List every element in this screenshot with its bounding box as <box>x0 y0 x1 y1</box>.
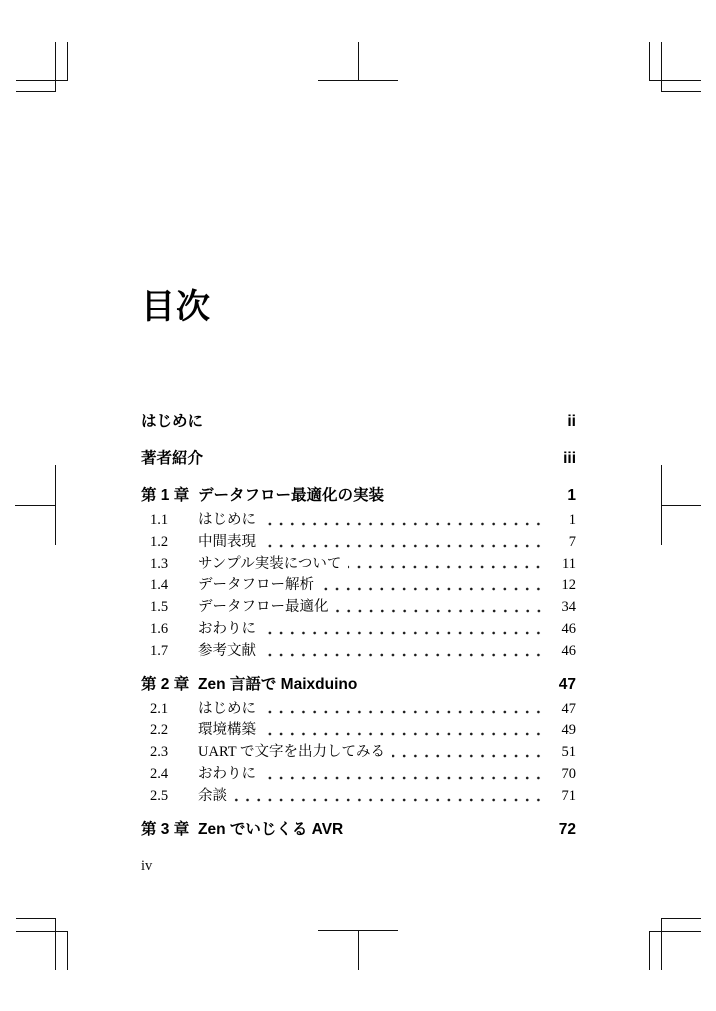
toc-section-title: はじめに <box>198 512 256 528</box>
toc-dot-leader <box>263 764 544 786</box>
toc-section-page: 11 <box>562 555 576 572</box>
crop-mark-bottom-center <box>318 930 398 931</box>
toc-section-page: 47 <box>561 700 576 717</box>
toc-chapter-page: 72 <box>558 820 576 838</box>
toc-section-page: 34 <box>561 599 576 616</box>
toc-section-title: データフロー解析 <box>198 577 314 594</box>
toc-section-page: 46 <box>561 620 576 637</box>
crop-mark-bottom-center <box>358 930 359 970</box>
toc-front-matter-row <box>141 414 576 430</box>
toc-section-number: 2.3 <box>150 744 169 761</box>
toc-section-title: はじめに <box>198 700 256 717</box>
crop-mark-left-center <box>15 505 56 506</box>
crop-mark-top-left <box>16 80 68 81</box>
toc-dot-leader <box>234 786 544 808</box>
toc-dot-leader <box>263 720 544 742</box>
toc-chapter-row <box>141 677 576 693</box>
toc-section-row <box>141 786 576 808</box>
toc-section-title: 中間表現 <box>198 533 256 550</box>
page-title: 目次 <box>141 288 211 326</box>
toc-section-row <box>141 532 576 554</box>
toc-dot-leader <box>263 641 544 663</box>
toc-entry-page: iii <box>563 450 576 467</box>
crop-mark-top-center <box>358 42 359 81</box>
toc-section-page: 51 <box>561 744 576 761</box>
toc-section-page: 46 <box>561 642 576 659</box>
toc-section-row <box>141 619 576 641</box>
toc-dot-leader <box>263 699 544 721</box>
toc-section-title: おわりに <box>198 765 256 782</box>
toc-entry-title: 著者紹介 <box>141 450 204 467</box>
toc-section-number: 2.5 <box>150 787 169 804</box>
crop-mark-top-center <box>318 80 398 81</box>
crop-mark-top-right <box>661 91 701 92</box>
crop-mark-top-left <box>16 91 56 92</box>
toc-section-number: 1.2 <box>150 533 169 550</box>
toc-section-number: 1.5 <box>150 599 169 616</box>
toc-section-page: 70 <box>561 765 576 782</box>
toc-section-page: 1 <box>568 512 576 528</box>
toc-section-number: 2.1 <box>150 700 169 717</box>
toc-entry-title: はじめに <box>141 413 204 430</box>
toc-section-number: 1.7 <box>150 642 169 659</box>
toc-section-number: 1.4 <box>150 577 169 594</box>
toc-section-title: サンプル実装について <box>198 555 342 572</box>
page-number: iv <box>141 858 153 874</box>
toc-chapter-row <box>141 488 576 504</box>
crop-mark-bottom-right <box>661 918 662 970</box>
crop-mark-bottom-right <box>649 931 650 970</box>
toc-content <box>141 288 576 838</box>
toc-section-page: 7 <box>568 533 576 550</box>
toc-chapter-row <box>141 822 576 838</box>
toc-chapter-number: 第 2 章 <box>141 675 190 693</box>
toc-section-number: 1.3 <box>150 555 169 572</box>
toc-section-row <box>141 510 576 532</box>
toc-section-title: 余談 <box>198 787 227 804</box>
crop-mark-bottom-left <box>67 931 68 970</box>
toc-section-row <box>141 641 576 663</box>
crop-mark-right-center <box>661 505 701 506</box>
crop-mark-bottom-left <box>16 918 56 919</box>
toc-section-number: 2.2 <box>150 722 169 739</box>
crop-mark-bottom-left <box>16 931 68 932</box>
toc-section-title: おわりに <box>198 620 256 637</box>
toc-chapter-page: 47 <box>558 675 576 693</box>
toc-section-number: 2.4 <box>150 765 169 782</box>
toc-section-page: 12 <box>561 577 576 594</box>
toc-section-page: 49 <box>561 722 576 739</box>
toc-section-title: UART で文字を出力してみる <box>198 744 385 761</box>
toc-section-row <box>141 764 576 786</box>
toc-list <box>141 414 576 838</box>
toc-section-number: 1.6 <box>150 620 169 637</box>
toc-dot-leader <box>321 575 544 597</box>
crop-mark-top-left <box>67 42 68 81</box>
toc-section-title: 環境構築 <box>198 722 256 739</box>
crop-mark-bottom-right <box>661 918 701 919</box>
toc-chapter-page: 1 <box>567 487 576 504</box>
toc-chapter-title: データフロー最適化の実装 <box>198 487 385 504</box>
toc-section-list <box>141 510 576 663</box>
crop-mark-bottom-left <box>55 918 56 970</box>
toc-section-page: 71 <box>561 787 576 804</box>
toc-front-matter-row <box>141 451 576 467</box>
toc-dot-leader <box>263 510 544 532</box>
toc-section-row <box>141 742 576 764</box>
toc-section-row <box>141 597 576 619</box>
toc-section-number: 1.1 <box>150 512 169 528</box>
toc-chapter-title: Zen でいじくる AVR <box>198 820 344 838</box>
crop-mark-top-right <box>649 80 701 81</box>
toc-section-title: 参考文献 <box>198 642 256 659</box>
toc-section-row <box>141 720 576 742</box>
toc-chapter-title: Zen 言語で Maixduino <box>198 675 358 693</box>
crop-mark-top-left <box>55 42 56 92</box>
toc-dot-leader <box>348 554 544 576</box>
crop-mark-top-right <box>661 42 662 92</box>
toc-dot-leader <box>336 597 545 619</box>
toc-section-row <box>141 699 576 721</box>
crop-mark-top-right <box>649 42 650 81</box>
toc-section-row <box>141 575 576 597</box>
toc-section-title: データフロー最適化 <box>198 599 329 616</box>
toc-section-list <box>141 699 576 808</box>
toc-dot-leader <box>263 619 544 641</box>
toc-dot-leader <box>392 742 544 764</box>
toc-section-row <box>141 554 576 576</box>
toc-dot-leader <box>263 532 544 554</box>
crop-mark-bottom-right <box>649 931 701 932</box>
toc-entry-page: ii <box>567 413 576 430</box>
toc-chapter-number: 第 3 章 <box>141 820 190 838</box>
toc-chapter-number: 第 1 章 <box>141 487 190 504</box>
